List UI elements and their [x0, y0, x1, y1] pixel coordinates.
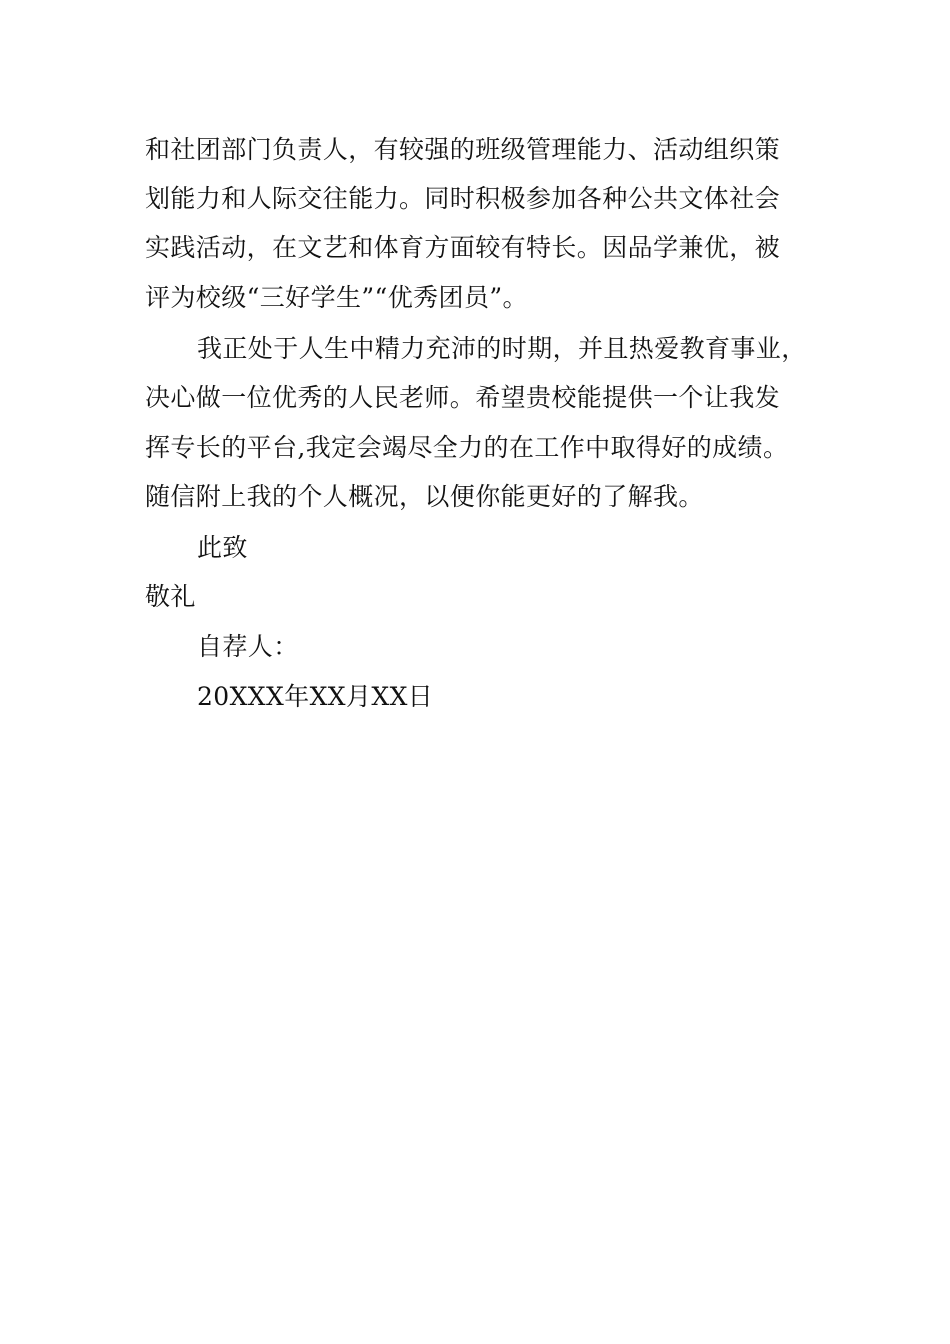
paragraph-2-line-3: 挥专长的平台,我定会竭尽全力的在工作中取得好的成绩。 [145, 433, 789, 462]
paragraph-2-line-4: 随信附上我的个人概况，以便你能更好的了解我。 [145, 482, 704, 511]
signature-label: 自荐人： [197, 632, 299, 661]
paragraph-2-line-1: 我正处于人生中精力充沛的时期，并且热爱教育事业， [197, 334, 807, 363]
paragraph-1-line-1: 和社团部门负责人，有较强的班级管理能力、活动组织策 [145, 135, 781, 164]
date-line: 20XXX年XX月XX日 [197, 682, 434, 711]
paragraph-2-line-2: 决心做一位优秀的人民老师。希望贵校能提供一个让我发 [145, 383, 781, 412]
salute-line: 敬礼 [145, 582, 196, 611]
paragraph-1-line-2: 划能力和人际交往能力。同时积极参加各种公共文体社会 [145, 184, 781, 213]
paragraph-1-line-3: 实践活动，在文艺和体育方面较有特长。因品学兼优，被 [145, 233, 781, 262]
paragraph-1-line-4: 评为校级“三好学生”“优秀团员”。 [145, 283, 528, 312]
closing-line: 此致 [197, 533, 248, 562]
